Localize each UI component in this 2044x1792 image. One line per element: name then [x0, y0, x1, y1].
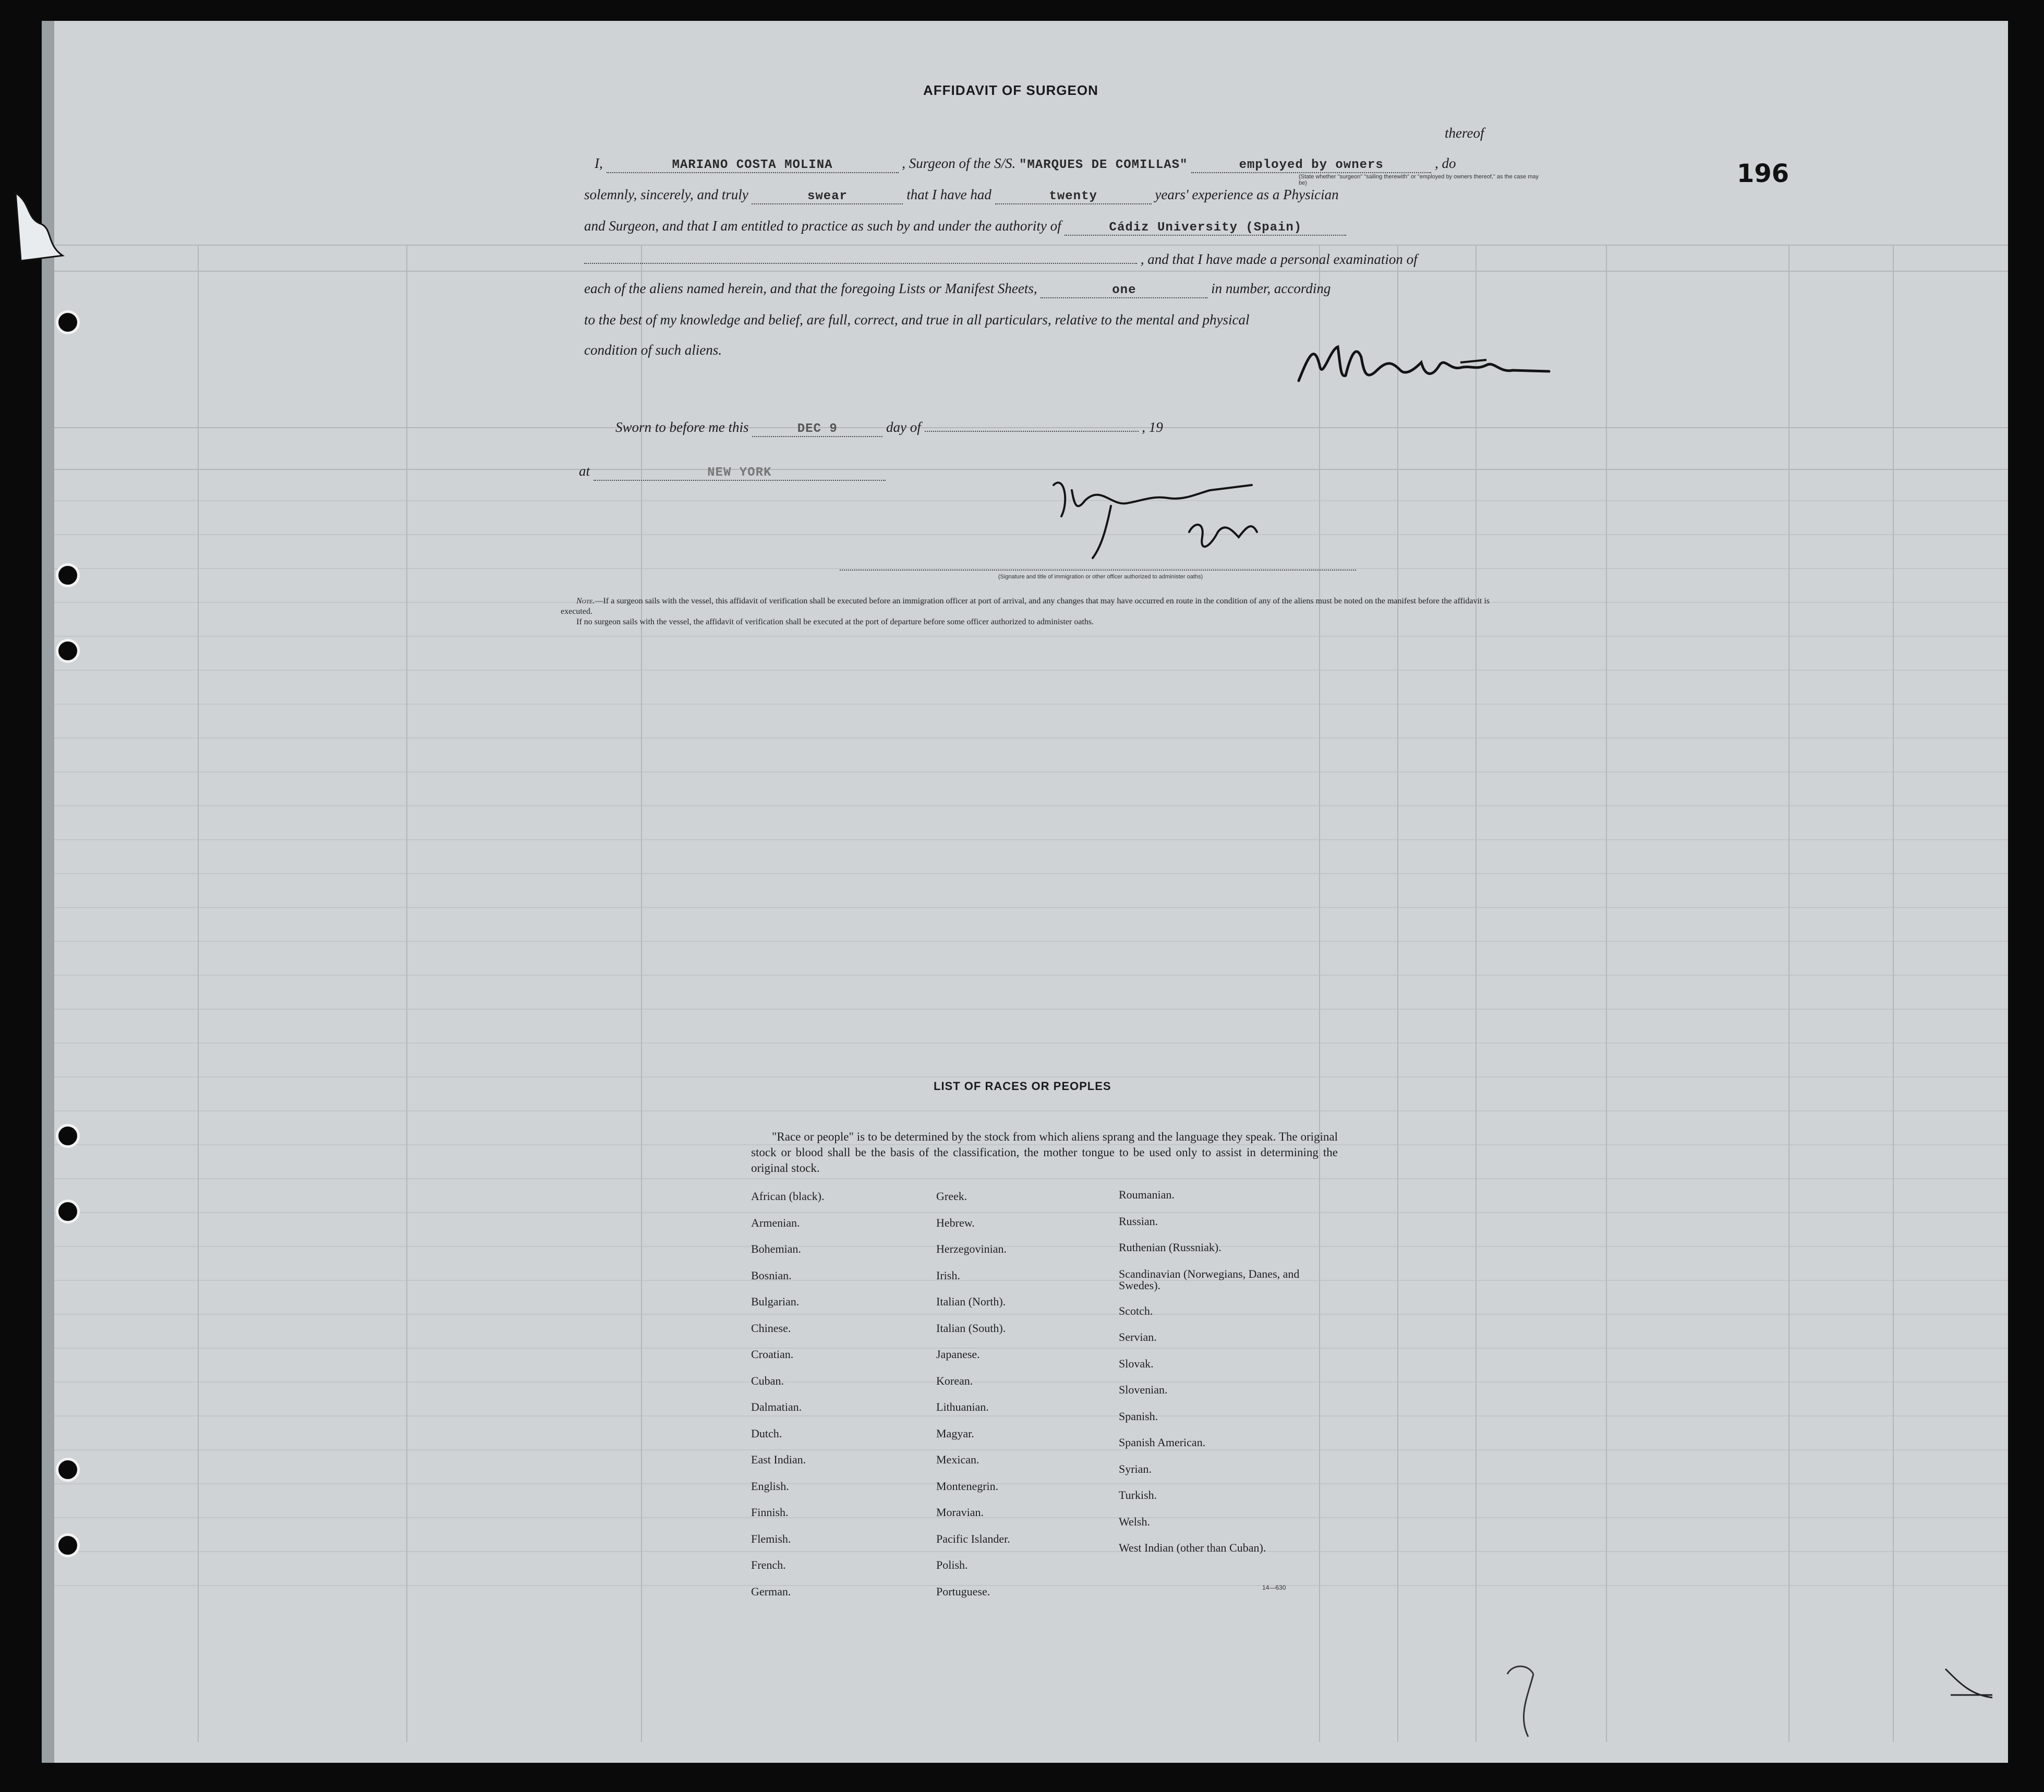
punch-hole	[56, 1124, 80, 1148]
punch-hole	[56, 1200, 80, 1224]
race-item: Finnish.	[751, 1506, 789, 1519]
sworn-mid: day of	[886, 419, 921, 435]
affidavit-line-6: to the best of my knowledge and belief, are full, correct, and true in all particulars, relative to the mental and physical	[584, 312, 1250, 328]
years-field: twenty	[995, 189, 1152, 204]
handwritten-mark	[1497, 1653, 1559, 1747]
races-column-2	[936, 1191, 1108, 1612]
line1-pre: I,	[595, 155, 603, 171]
affidavit-line-1	[595, 155, 1456, 173]
line4-blank	[584, 249, 1137, 264]
race-item: Servian.	[1119, 1330, 1157, 1343]
race-item: Dutch.	[751, 1426, 782, 1440]
race-item: Japanese.	[936, 1348, 980, 1361]
race-item: West Indian (other than Cuban).	[1119, 1541, 1266, 1554]
race-item: Turkish.	[1119, 1488, 1157, 1502]
race-item: Pacific Islander.	[936, 1532, 1010, 1545]
race-item: Flemish.	[751, 1532, 791, 1545]
race-item: French.	[751, 1558, 786, 1571]
punch-hole	[56, 1533, 80, 1557]
document-page	[42, 21, 2008, 1763]
race-item: Scotch.	[1119, 1304, 1153, 1317]
affidavit-title: AFFIDAVIT OF SURGEON	[923, 82, 1098, 98]
ship-name-field: "MARQUES DE COMILLAS"	[1019, 158, 1188, 172]
race-item: Slovenian.	[1119, 1383, 1168, 1396]
sworn-line	[615, 417, 1163, 437]
race-item: Italian (South).	[936, 1321, 1006, 1335]
race-item: Slovak.	[1119, 1357, 1154, 1370]
race-item: German.	[751, 1584, 791, 1598]
sworn-year: , 19	[1142, 419, 1163, 435]
races-column-3	[1119, 1189, 1317, 1569]
races-title: LIST OF RACES OR PEOPLES	[934, 1080, 1111, 1093]
race-item: Ruthenian (Russniak).	[1119, 1241, 1221, 1254]
punch-hole	[56, 639, 80, 663]
race-item: Montenegrin.	[936, 1479, 999, 1493]
officer-signature	[1033, 469, 1366, 584]
line5-pre: each of the aliens named herein, and that the foregoing Lists or Manifest Sheets,	[584, 281, 1037, 296]
race-item: Syrian.	[1119, 1462, 1152, 1475]
race-item: Bosnian.	[751, 1268, 792, 1282]
line3-pre: and Surgeon, and that I am entitled to practice as such by and under the authority of	[584, 218, 1061, 234]
line1-mid: , Surgeon of the S/S.	[902, 155, 1016, 171]
race-item: Spanish.	[1119, 1409, 1158, 1423]
race-item: Croatian.	[751, 1348, 794, 1361]
line2-mid: that I have had	[906, 187, 991, 202]
race-item: Chinese.	[751, 1321, 791, 1335]
thereof-label: thereof	[1445, 125, 1484, 141]
punch-hole	[56, 1458, 80, 1482]
line5-post: in number, according	[1211, 281, 1331, 296]
line1-post: , do	[1434, 155, 1456, 171]
officer-caption: (Signature and title of immigration or other officer authorized to administer oaths)	[998, 574, 1203, 580]
line2-post: years' experience as a Physician	[1155, 187, 1339, 202]
race-item: Herzegovinian.	[936, 1242, 1007, 1255]
sheet-count-field: one	[1041, 283, 1207, 298]
note-label: Note.	[576, 597, 595, 606]
sworn-pre: Sworn to before me this	[615, 419, 749, 435]
race-item: Scandinavian (Norwegians, Danes, and Swedes).	[1119, 1267, 1300, 1292]
sworn-month-blank	[925, 417, 1139, 432]
form-code: 14—630	[1262, 1584, 1286, 1591]
race-item: East Indian.	[751, 1453, 806, 1466]
line4-post: , and that I have made a personal examination of	[1140, 251, 1418, 267]
note-paragraph-1	[561, 596, 1494, 617]
race-item: Moravian.	[936, 1506, 984, 1519]
race-item: Armenian.	[751, 1216, 800, 1229]
at-pre: at	[579, 463, 590, 479]
race-item: Bulgarian.	[751, 1295, 800, 1308]
race-item: Italian (North).	[936, 1295, 1006, 1308]
race-item: Portuguese.	[936, 1584, 990, 1598]
employment-field: employed by owners	[1191, 158, 1431, 173]
race-item: Polish.	[936, 1558, 968, 1571]
races-column-1	[751, 1191, 918, 1612]
at-line	[579, 463, 886, 481]
employment-note: (State whether "surgeon" "sailing therewith" or "employed by owners thereof," as the case may be)	[1299, 174, 1539, 186]
page-number-stamp: 196	[1737, 159, 1789, 188]
race-item: English.	[751, 1479, 789, 1493]
affidavit-line-2	[584, 187, 1339, 204]
sworn-date-stamp: DEC 9	[752, 422, 882, 437]
officer-signature-line	[840, 570, 1356, 571]
affidavit-line-3	[584, 218, 1346, 236]
race-item: Bohemian.	[751, 1242, 801, 1255]
race-item: African (black).	[751, 1190, 825, 1203]
race-item: Korean.	[936, 1374, 973, 1387]
surgeon-signature	[1288, 334, 1601, 396]
scan-edge	[42, 21, 54, 1763]
race-item: Lithuanian.	[936, 1400, 989, 1413]
race-item: Irish.	[936, 1268, 960, 1282]
line2-pre: solemnly, sincerely, and truly	[584, 187, 748, 202]
note-text-1: —If a surgeon sails with the vessel, this affidavit of verification shall be executed before an immigration officer at port of arrival, and any changes that may have occurred en route in the condition of any of the aliens must be noted on the manifest before the affidavit is executed.	[561, 597, 1490, 616]
edge-mark	[1940, 1664, 2003, 1705]
note-paragraph-2: If no surgeon sails with the vessel, the affidavit of verification shall be executed at the port of departure before some officer authorized to administer oaths.	[576, 617, 1094, 626]
punch-hole	[56, 310, 80, 334]
race-item: Roumanian.	[1119, 1188, 1175, 1201]
race-item: Russian.	[1119, 1214, 1158, 1228]
races-intro: "Race or people" is to be determined by the stock from which aliens sprang and the language they speak. The original stock or blood shall be the basis of the classification, the mother tongue to be used only to assist in determining the original stock.	[751, 1130, 1338, 1175]
race-item: Magyar.	[936, 1426, 974, 1440]
affidavit-line-4	[584, 249, 1418, 268]
race-item: Hebrew.	[936, 1216, 975, 1229]
torn-paper-corner	[10, 188, 68, 266]
at-place-field: NEW YORK	[594, 466, 886, 481]
race-item: Greek.	[936, 1190, 967, 1203]
authority-field: Cádiz University (Spain)	[1065, 221, 1346, 236]
oath-field: swear	[752, 189, 903, 204]
race-item: Spanish American.	[1119, 1436, 1206, 1449]
affidavit-line-7: condition of such aliens.	[584, 342, 722, 358]
race-item: Cuban.	[751, 1374, 784, 1387]
race-item: Welsh.	[1119, 1515, 1150, 1528]
surgeon-name-field: MARIANO COSTA MOLINA	[607, 158, 899, 173]
affidavit-line-5	[584, 281, 1331, 298]
race-item: Mexican.	[936, 1453, 979, 1466]
race-item: Dalmatian.	[751, 1400, 802, 1413]
punch-hole	[56, 563, 80, 587]
